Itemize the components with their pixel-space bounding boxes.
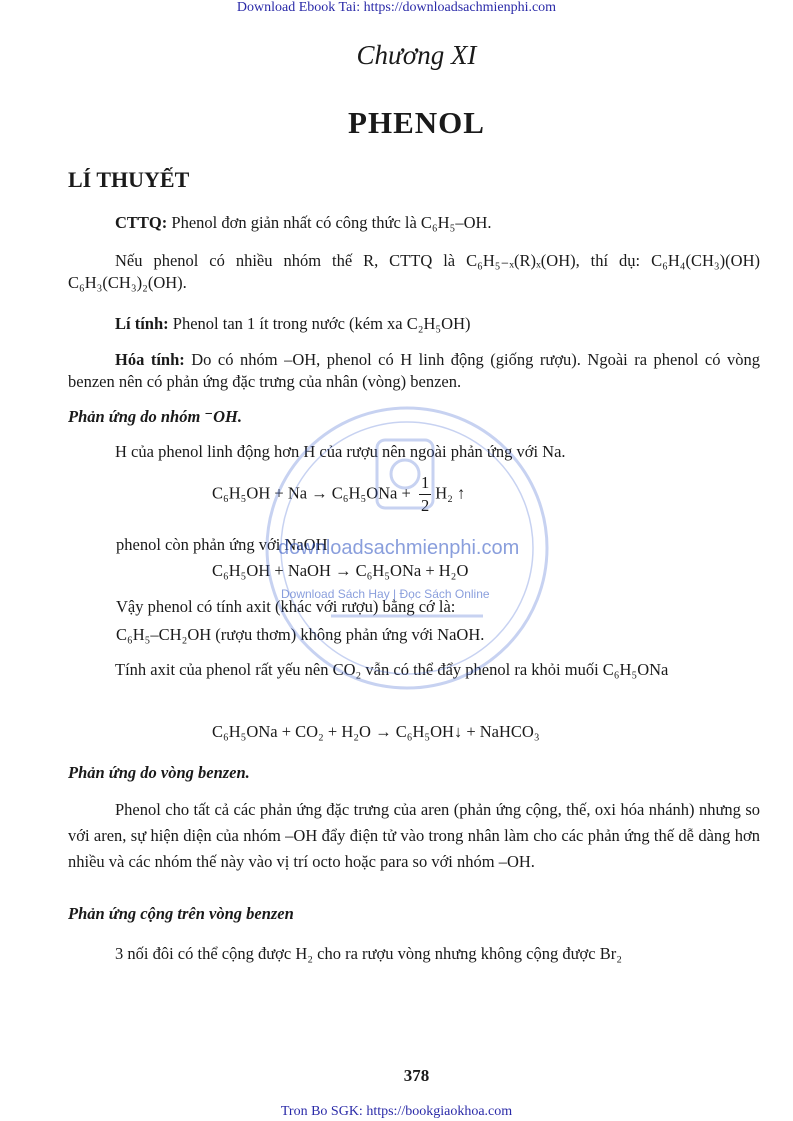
- equation-co2: C₆H₅ONa + CO₂ + H₂O → C₆H₅OH↓ + NaHCO₃: [212, 722, 540, 741]
- physical-text: Phenol tan 1 ít trong nước (kém xa C₂H₅OH): [172, 314, 471, 333]
- chemical-label: Hóa tính:: [115, 350, 185, 369]
- benzyl-line: C₆H₅–CH₂OH (rượu thơm) không phản ứng với NaOH.: [116, 625, 485, 644]
- heading-oh-group: Phản ứng do nhóm ⁻OH.: [68, 407, 243, 426]
- equation-na-right: H₂ ↑: [435, 483, 466, 503]
- page-number: 378: [403, 1066, 430, 1085]
- weak-acid-paragraph: Tính axit của phenol rất yếu nên CO₂ vẫn có thể đẩy phenol ra khỏi muối C₆H₅ONa: [115, 660, 669, 679]
- chapter-heading: Chương XI: [356, 40, 477, 70]
- benzene-paragraph: Phenol cho tất cả các phản ứng đặc trưng của aren (phản ứng cộng, thế, oxi hóa nhánh) nhưng so với aren, sự hiện diện của nhóm –OH đẩy điện tử vào trong nhân làm cho các phản ứng thế dễ dàng hơn nhiều và các nhóm thế này vào vị trí octo hoặc para so với nhóm –OH.: [68, 800, 760, 871]
- chemical-paragraph: [68, 349, 760, 393]
- cttq-label: CTTQ:: [115, 213, 168, 232]
- physical-paragraph: [68, 313, 760, 335]
- addition-paragraph: 3 nối đôi có thể cộng được H₂ cho ra rượu vòng nhưng không cộng được Br₂: [115, 944, 622, 963]
- heading-addition: Phản ứng cộng trên vòng benzen: [68, 904, 294, 923]
- heading-benzene-ring: Phản ứng do vòng benzen.: [68, 763, 250, 782]
- page-title: PHENOL: [348, 105, 485, 140]
- substituted-paragraph: Nếu phenol có nhiều nhóm thế R, CTTQ là C₆H₅₋ₓ(R)ₓ(OH), thí dụ: C₆H₄(CH₃)(OH) C₆H₃(CH₃)₂(OH).: [68, 251, 760, 292]
- h-mobile-line: H của phenol linh động hơn H của rượu nên ngoài phản ứng với Na.: [115, 442, 566, 461]
- watermark-site-text: downloadsachmienphi.com: [278, 537, 520, 559]
- footer-download-link[interactable]: Tron Bo SGK: https://bookgiaokhoa.com: [280, 1104, 513, 1119]
- acid-line: Vậy phenol có tính axit (khác với rượu) bằng cớ là:: [116, 597, 456, 616]
- header-download-link[interactable]: Download Ebook Tai: https://downloadsachmienphi.com: [236, 0, 557, 15]
- section-heading: LÍ THUYẾT: [68, 167, 190, 192]
- chemical-text: Do có nhóm –OH, phenol có H linh động (giống rượu). Ngoài ra phenol có vòng benzen nên có phản ứng đặc trưng của nhân (vòng) benzen.: [68, 350, 760, 391]
- cttq-text: Phenol đơn giản nhất có công thức là C₆H₅–OH.: [171, 213, 492, 232]
- watermark-tagline: Download Sách Hay | Đọc Sách Online: [281, 587, 490, 601]
- physical-label: Lí tính:: [115, 314, 169, 333]
- fraction-denominator: 2: [420, 496, 430, 515]
- fraction-numerator: 1: [419, 472, 431, 495]
- cttq-paragraph: [68, 212, 760, 234]
- equation-naoh: C₆H₅OH + NaOH → C₆H₅ONa + H₂O: [212, 561, 469, 580]
- equation-na-left: C₆H₅OH + Na → C₆H₅ONa +: [212, 483, 415, 503]
- naoh-line: phenol còn phản ứng với NaOH: [116, 535, 328, 554]
